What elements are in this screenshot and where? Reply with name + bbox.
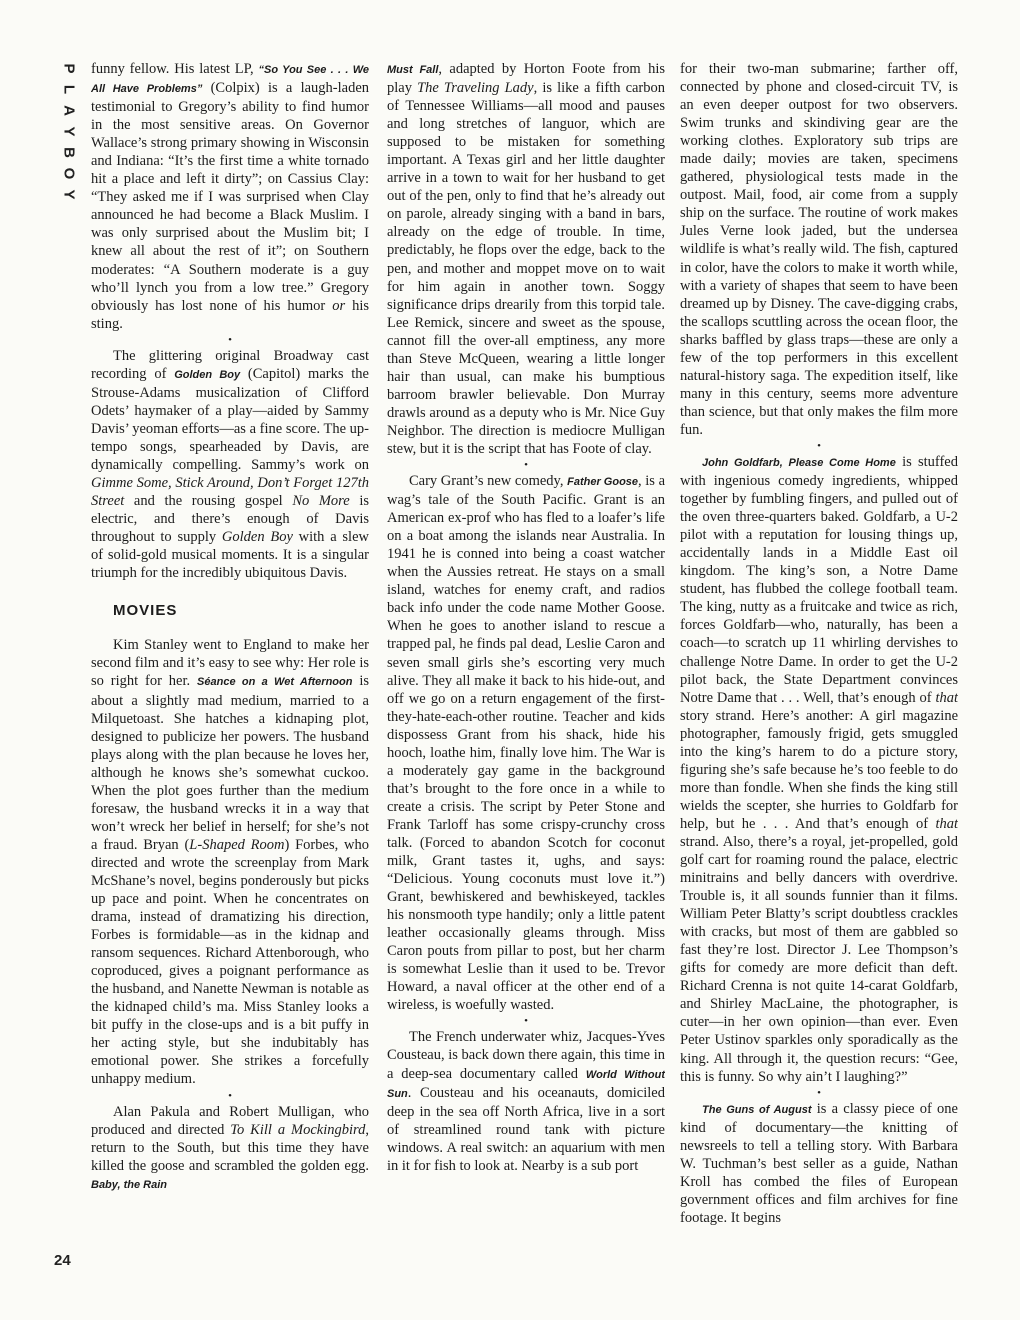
title-callout: The Guns of August bbox=[702, 1103, 812, 1116]
section-separator: • bbox=[524, 459, 528, 472]
title-callout: Must Fall bbox=[387, 64, 439, 76]
text-run: Kim Stanley went to England to make her second film and it’s easy to see why: Her role is so right for her. bbox=[91, 637, 369, 690]
text-run: story strand. Here’s another: A girl magazine photographer, famously frigid, gets smuggled into the king’s harem to do a picture story, figuring she’s safe because he’s too feeble to do more than fondle. When she finds the king still wields the scepter, she hurries to Goldfarb for help, but he . . . And that’s enough of bbox=[680, 707, 958, 832]
text-run: is electric, and there’s enough of Davis throughout to supply bbox=[91, 493, 369, 546]
article-paragraph bbox=[91, 347, 369, 583]
logo-letter: L bbox=[60, 84, 78, 95]
article-paragraph bbox=[680, 60, 958, 439]
section-separator: • bbox=[817, 439, 821, 452]
text-run: is stuffed with ingenious comedy ingredients, whipped together by fumbling fingers, and pulled out of the oven three-quarters baked. Goldfarb, a U-2 pilot with a reputation for lousing things up, accidentally lands in a Middle East oil kingdom. The king’s son, a Notre Dame student, has flubbed the college football team. The king, nutty as a fruitcake and twice as rich, forces Goldfarb—who, naturally, has been a coach—to scratch up 11 whirling dervishes to challenge Notre Dame. In order to get the U-2 pilot back, the State Department convinces Notre Dame that . . . Well, that’s enough of bbox=[680, 453, 958, 706]
article-paragraph bbox=[387, 60, 665, 458]
logo-letter: O bbox=[60, 167, 78, 180]
text-run: is a classy piece of one kind of documentary—the knitting of newsreels to tell a telling story. With Barbara W. Tuchman’s best seller as a guide, Nathan Kroll has combed the files of European government offices and film archives for fine footage. It begins bbox=[680, 1100, 958, 1226]
text-run: funny fellow. His latest LP, bbox=[91, 61, 259, 77]
text-column-3 bbox=[680, 60, 958, 1285]
text-run: , return to the South, but this time they have killed the goose and scrambled the golden egg. bbox=[91, 1121, 369, 1174]
title-callout: “So You See . . . We All Have Problems” bbox=[91, 64, 369, 96]
text-run: or bbox=[332, 297, 346, 314]
text-run: and the rousing gospel bbox=[124, 493, 293, 510]
magazine-logo-vertical bbox=[58, 58, 80, 205]
article-paragraph bbox=[91, 1103, 369, 1194]
section-heading: MOVIES bbox=[113, 602, 178, 620]
section-separator: • bbox=[817, 1086, 821, 1099]
text-run: L-Shaped Room bbox=[189, 836, 285, 853]
article-paragraph bbox=[680, 1100, 958, 1227]
text-run: , adapted by Horton Foote from his play bbox=[387, 61, 665, 97]
article-paragraph bbox=[387, 1028, 665, 1174]
article-paragraph bbox=[680, 453, 958, 1086]
text-run: ) Forbes, who directed and wrote the screenplay from Mark McShane’s novel, begins ponderously but picks up pace and point. When he concentrates on drama, instead of dramatizing his direction, Forbes is formidable—as in the kidnap and ransom sequences. Richard Attenborough, who coproduced, gives a poignant performance as the husband, and Nanette Newman is notable as the kidnaped child’s ma. Miss Stanley looks a bit puffy in the close-ups and is a bit puffy in her acting style, but she indubitably has emotional power. She strikes a forcefully unhappy medium. bbox=[91, 836, 369, 1088]
article-paragraph bbox=[387, 472, 665, 1014]
page-number: 24 bbox=[54, 1252, 71, 1269]
section-separator: • bbox=[524, 1015, 528, 1028]
text-run: Alan Pakula and Robert Mulligan, who produced and directed bbox=[91, 1103, 369, 1138]
logo-letter: Y bbox=[60, 126, 78, 137]
title-callout: Séance on a Wet Afternoon bbox=[197, 676, 353, 689]
text-column-1 bbox=[91, 60, 369, 1285]
title-callout: John Goldfarb, Please Come Home bbox=[702, 456, 896, 469]
text-run: Golden Boy bbox=[221, 529, 293, 546]
title-callout: Baby, the Rain bbox=[91, 1178, 167, 1191]
title-callout: Golden Boy bbox=[174, 368, 241, 381]
article-paragraph bbox=[91, 636, 369, 1088]
text-run: To Kill a Mockingbird bbox=[230, 1121, 366, 1138]
logo-letter: A bbox=[60, 105, 78, 116]
text-run: Gimme Some, Stick Around, Don’t Forget 127th Street bbox=[91, 475, 369, 510]
text-run: for their two-man submarine; farther off, connected by phone and closed-circuit TV, is an even deeper outpost for two observers. Swim trunks and skindiving gear are the working clothes. Exploratory sub trips are made daily; movies are taken, specimens gathered, physiological tests made in the outpost. Mail, food, air come from a supply ship on the surface. The routine of work makes Jules Verne look jaded, but the undersea wildlife is what’s really wild. The fish, captured in color, have the colors to make it worth while, with a variety of shapes that seem to have been dreamed up by Disney. The cave-digging crabs, the scallops scuttling across the ocean floor, the sharks baffled by glass traps—these are only a few of the top performers in this excellent natural-history saga. The expedition itself, like many in this century, seems more adventure than science, but that only makes the film more fun. bbox=[680, 61, 958, 438]
text-run: strand. Also, there’s a royal, jet-propelled, gold golf cart for roaming round the palace, electric minitrains and belly dancers with overdrive. Trouble is, it all sounds funnier than it films. William Peter Blatty’s script doubtless crackles with cracks, but most of them are gabbled so fast they’re lost. Director J. Lee Thompson’s gifts for comedy are more deficit than deft. Richard Crenna is not quite 14-carat Goldfarb, and Shirley MacLaine, the photographer, is cuter—in her own opinion—than ever. Even Peter Ustinov sparkles only sporadically as the king. All through it, the question recurs: “Gee, this is funny. So why ain’t I laughing?” bbox=[680, 833, 958, 1085]
text-run: Cary Grant’s new comedy, bbox=[409, 473, 568, 490]
text-run: The glittering original Broadway cast recording of bbox=[91, 347, 369, 382]
title-callout: Father Goose bbox=[567, 476, 639, 489]
text-run: is about a slightly mad medium, married to a Milquetoast. She hatches a kidnaping plot, designed to publicize her powers. The husband plays along with the plan because he loves her, although he knows she’s somewhat cuckoo. When the plot goes further than the medium foresaw, the husband wrecks it in a way that won’t wreck her belief in herself; for she’s not a fraud. Bryan ( bbox=[91, 673, 369, 853]
text-run: with a slew of solid-gold musical moments. It is a singular triumph for the incredibly ubiquitous Davis. bbox=[91, 529, 369, 582]
article-paragraph bbox=[91, 60, 369, 333]
text-run: . Cousteau and his oceanauts, domiciled deep in the sea off North Africa, live in a sort of streamlined round tank with picture windows. A real switch: an aquarium with men in it for fish to look at. Nearby is a sub port bbox=[387, 1084, 665, 1174]
text-run: The Traveling Lady bbox=[417, 80, 534, 97]
section-separator: • bbox=[228, 333, 232, 346]
text-run: The French underwater whiz, Jacques-Yves Cousteau, is back down there again, this time in a deep-sea documentary called bbox=[387, 1029, 665, 1082]
text-run: No More bbox=[292, 493, 350, 510]
text-run: that bbox=[935, 815, 958, 832]
section-separator: • bbox=[228, 1089, 232, 1102]
logo-letter: B bbox=[60, 147, 78, 158]
logo-letter: P bbox=[60, 63, 78, 74]
text-run: (Capitol) marks the Strouse-Adams musicalization of Clifford Odets’ haymaker of a play—aided by Sammy Davis’ yeoman efforts—as a fine score. The up-tempo songs, spearheaded by Davis, are dynamically compelling. Sammy’s work on bbox=[91, 365, 369, 473]
logo-letter: Y bbox=[60, 189, 78, 200]
text-run: his sting. bbox=[91, 297, 369, 332]
text-run: (Colpix) is a laugh-laden testimonial to Gregory’s ability to find humor in the most sensitive areas. On Governor Wallace’s strong primary showing in Wisconsin and Indiana: “It’s the first time a white tornado hit a place and left it dirty”; on Cassius Clay: “They asked me if I was surprised when Clay announced he had become a Black Muslim. I was only surprised about the Muslim bit; I knew all about the rest of it”; on Southern moderates: “A Southern moderate is a guy who’ll lynch you from a low tree.” Gregory obviously has lost none of his humor bbox=[91, 80, 369, 314]
text-run: that bbox=[935, 689, 958, 706]
title-callout: World Without Sun bbox=[387, 1068, 665, 1100]
text-column-2 bbox=[387, 60, 665, 1285]
text-run: , is a wag’s tale of the South Pacific. Grant is an American ex-prof who has fled to a loafer’s life on a boat among the islands near Australia. In 1941 he is conned into being a coast watcher when the Aussies retreat. He stays on a small island, watches for enemy craft, and radios back info under the code name Mother Goose. When he goes to another island to rescue a trapped pal, he finds pal dead, Leslie Caron and seven small girls she’s escorting very much alive. They all make it back to his hide-out, and off we go on a return engagement of the first-they-hate-each-other routine. Teacher and kids dispossess Grant from his shack, hide his hooch, loathe him, finally love him. The War is a moderately gay game in the background that’s brought to the fore once in a while to create a crisis. The script by Peter Stone and Frank Tarloff has some crispy-crunchy cross talk. (Forced to abandon Scotch for coconut milk, Grant tastes it, ughs, and says: “Delicious. Young coconuts must love it.”) Grant, bewhiskered and bewhiskeyed, tackles his nonsmooth type handily; only a little patent leather occasionally gleams through. Miss Caron pouts from pillar to post, but her charm is somewhat Leslie than it used to be. Trevor Howard, a naval officer at the other end of a wireless, is woefully wasted. bbox=[387, 473, 665, 1014]
text-run: , is like a fifth carbon of Tennessee Williams—all mood and pauses and long stretches of languor, which are supposed to be mistaken for something important. A Texas girl and her little daughter arrive in a town to wait for her husband to get out of the pen, only to find that he’s already out on parole, already singing with a band in bars, already on the edge of trouble. In time, predictably, he flops over the edge, back to the pen, and mother and moppet move on to wait for him again in another town. Soggy significance drips drearily from this torpid tale. Lee Remick, sincere and sweet as the spouse, cannot fill the over-all emptiness, any more than Steve McQueen, wearing a little longer hair than usual, can make his bumptious barroom brawler believable. Don Murray drawls around as a deputy who is Mr. Nice Guy Neighbor. The direction is mediocre Mulligan stew, but it is the script that has Foote of clay. bbox=[387, 80, 665, 457]
